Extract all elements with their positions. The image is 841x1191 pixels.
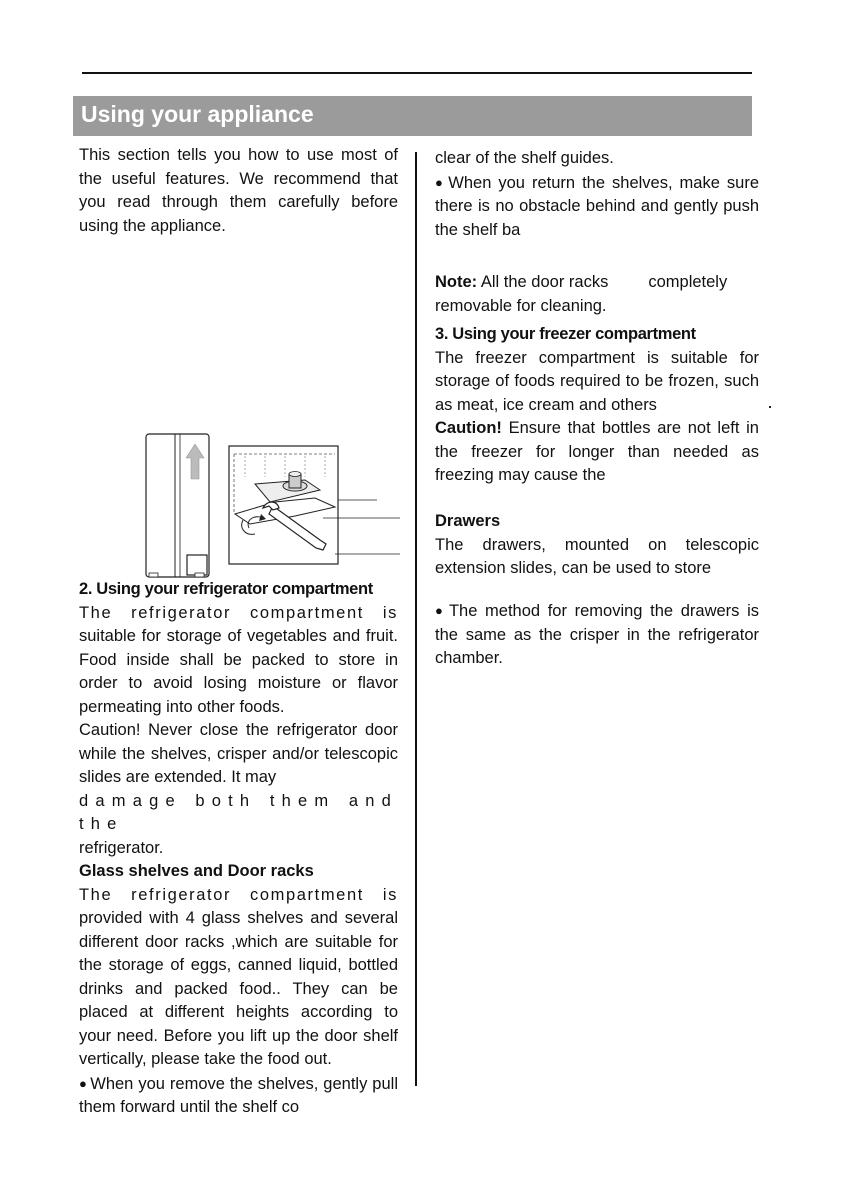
section-banner: [73, 96, 752, 136]
page-title: Using your appliance: [81, 101, 314, 127]
refrigerator-illustration: [145, 432, 407, 580]
bullet-icon: ●: [79, 1075, 88, 1091]
note-label: Note:: [435, 273, 478, 291]
caution-end: refrigerator.: [79, 838, 164, 857]
intro-paragraph: This section tells you how to use most of the useful features. We recommend that you read through them carefully before using the appliance.: [79, 146, 398, 235]
freezer-paragraph: The freezer compartment is suitable for storage of foods required to be frozen, such as meat, ice cream and others: [435, 348, 759, 414]
note-text-a: All the door racks: [480, 273, 609, 291]
fridge-paragraph: suitable for storage of vegetables and fruit. Food inside shall be packed to store in order to avoid losing moisture or flavor permeating into other foods.: [79, 627, 398, 716]
return-shelves-text: When you return the shelves, make sure there is no obstacle behind and gently push the shelf ba: [435, 173, 759, 239]
drawers-heading: Drawers: [435, 512, 501, 530]
freezer-heading: 3. Using your freezer compartment: [435, 325, 696, 343]
fridge-line-1: The refrigerator compartment is: [79, 603, 398, 622]
intro-block: [79, 144, 398, 238]
note-line: [435, 271, 759, 295]
glass-line-1: The refrigerator compartment is: [79, 885, 398, 904]
freezer-caution-label: Caution!: [435, 419, 502, 437]
shelves-continued: [435, 147, 759, 242]
wrench-hinge-adjust-icon: [229, 446, 400, 564]
caution-spaced-line: damage both them and the: [79, 791, 398, 833]
freezer-caution-text: Ensure that bottles are not left in the freezer for longer than needed as freezing may cause the: [435, 419, 759, 484]
fridge-section: [79, 578, 398, 1120]
note-text-b: completely: [648, 273, 728, 291]
drawers-paragraph: The drawers, mounted on telescopic extension slides, can be used to store: [435, 535, 759, 577]
remove-shelves-text: When you remove the shelves, gently pull them forward until the shelf co: [79, 1074, 398, 1116]
header-rule: [82, 72, 752, 74]
note-line-2: removable for cleaning.: [435, 296, 607, 315]
glass-paragraph: provided with 4 glass shelves and several different door racks ,which are suitable for the storage of eggs, canned liquid, bottled drinks and packed food.. They can be placed at different heights according to your need. Before you lift up the door shelf vertically, please take the food out.: [79, 909, 398, 1068]
remove-shelves-bullet: [79, 1072, 398, 1120]
caution-paragraph: Caution! Never close the refrigerator door while the shelves, crisper and/or telescopic slides are extended. It may: [79, 721, 398, 786]
refrigerator-door-lift-icon: [146, 434, 209, 577]
fridge-heading: 2. Using your refrigerator compartment: [79, 580, 373, 598]
column-divider: [415, 152, 417, 1086]
return-shelves-bullet: [435, 171, 759, 243]
bullet-icon: ●: [435, 174, 446, 190]
drawers-bullet: [435, 599, 759, 671]
bullet-icon: ●: [435, 603, 446, 618]
note-block: [435, 271, 759, 318]
drawers-section: [435, 510, 759, 581]
glass-heading: Glass shelves and Door racks: [79, 862, 314, 880]
drawers-bullet-text: The method for removing the drawers is the same as the crisper in the refrigerator chamber.: [435, 602, 759, 667]
drawers-bullet-block: [435, 599, 759, 671]
stray-mark: [769, 406, 771, 408]
clear-line: clear of the shelf guides.: [435, 149, 614, 167]
freezer-section: [435, 323, 759, 488]
freezer-caution: [435, 417, 759, 488]
